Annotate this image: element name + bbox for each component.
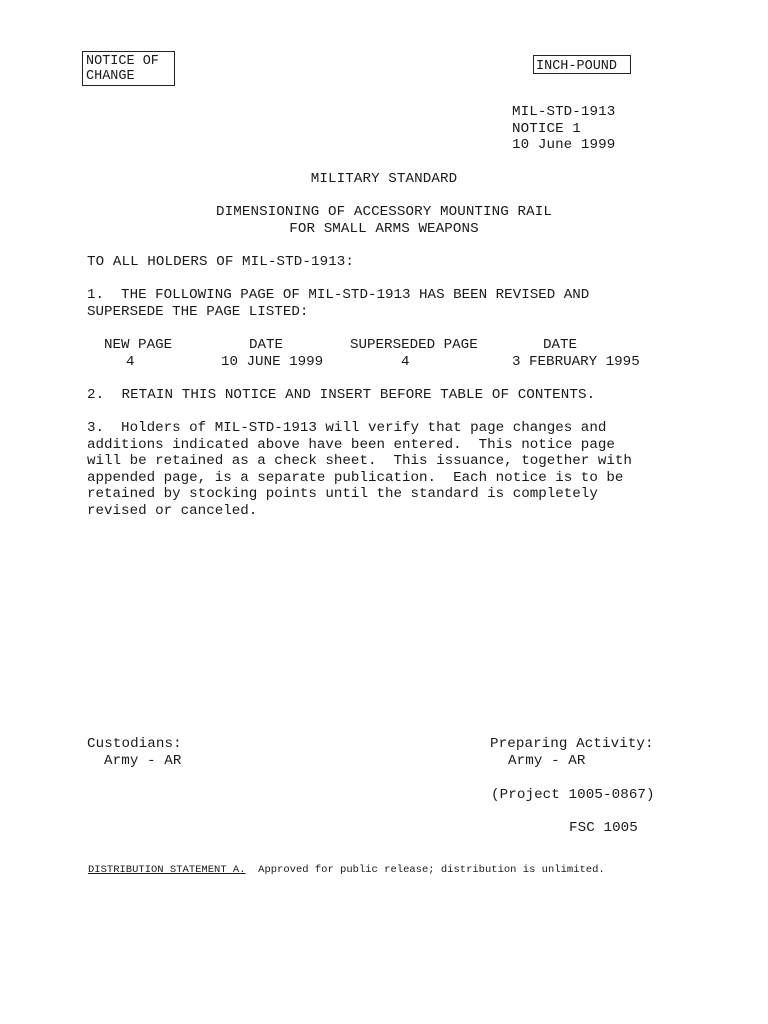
item-3-line: additions indicated above have been entered. This notice page [87,436,615,453]
table-header-new-page: NEW PAGE [104,337,173,353]
distribution-statement [88,864,605,877]
table-cell-new-page: 4 [126,353,135,370]
table-cell-date-2: 3 FEBRUARY 1995 [512,353,640,370]
distribution-statement-label: DISTRIBUTION STATEMENT A. [88,864,246,876]
item-1-line-1: 1. THE FOLLOWING PAGE OF MIL-STD-1913 HAS BEEN REVISED AND [87,287,590,303]
preparing-activity-label: Preparing Activity: [490,736,654,752]
project-number: (Project 1005-0867) [491,787,655,803]
table-header-superseded-page: SUPERSEDED PAGE [350,337,478,353]
item-1-line-2: SUPERSEDE THE PAGE LISTED: [87,303,309,320]
distribution-statement-text: Approved for public release; distribution is unlimited. [258,864,605,876]
salutation: TO ALL HOLDERS OF MIL-STD-1913: [87,254,355,270]
title-military-standard: MILITARY STANDARD [310,171,458,187]
doc-number: MIL-STD-1913 [512,104,616,120]
title-line-2: DIMENSIONING OF ACCESSORY MOUNTING RAIL [216,204,552,220]
table-cell-date: 10 JUNE 1999 [221,353,324,370]
item-3-line: will be retained as a check sheet. This issuance, together with [87,453,632,470]
item-1-paragraph [87,287,687,320]
table-header-date: DATE [249,337,284,353]
item-3-line: 3. Holders of MIL-STD-1913 will verify that page changes and [87,420,607,436]
table-cell-superseded-page: 4 [401,353,410,370]
title-line-3: FOR SMALL ARMS WEAPONS [289,220,479,237]
inch-pound-box [533,55,631,74]
table-header-date-2: DATE [543,337,578,353]
notice-number: NOTICE 1 [512,120,581,137]
preparing-activity-army: Army - AR [508,752,586,769]
item-3-paragraph [87,420,687,520]
item-3-line: revised or canceled. [87,502,258,519]
notice-box-line2: CHANGE [86,69,135,84]
item-3-line: appended page, is a separate publication. Each notice is to be [87,469,624,486]
inch-pound-label: INCH-POUND [536,59,618,74]
notice-box-line1: NOTICE OF [86,54,159,69]
notice-of-change-box [82,51,175,86]
notice-date: 10 June 1999 [512,137,616,154]
fsc-code: FSC 1005 [569,820,638,836]
custodians-army: Army - AR [104,752,182,769]
custodians-label: Custodians: [87,736,182,752]
item-3-line: retained by stocking points until the standard is completely [87,486,598,503]
item-2: 2. RETAIN THIS NOTICE AND INSERT BEFORE TABLE OF CONTENTS. [87,387,596,403]
